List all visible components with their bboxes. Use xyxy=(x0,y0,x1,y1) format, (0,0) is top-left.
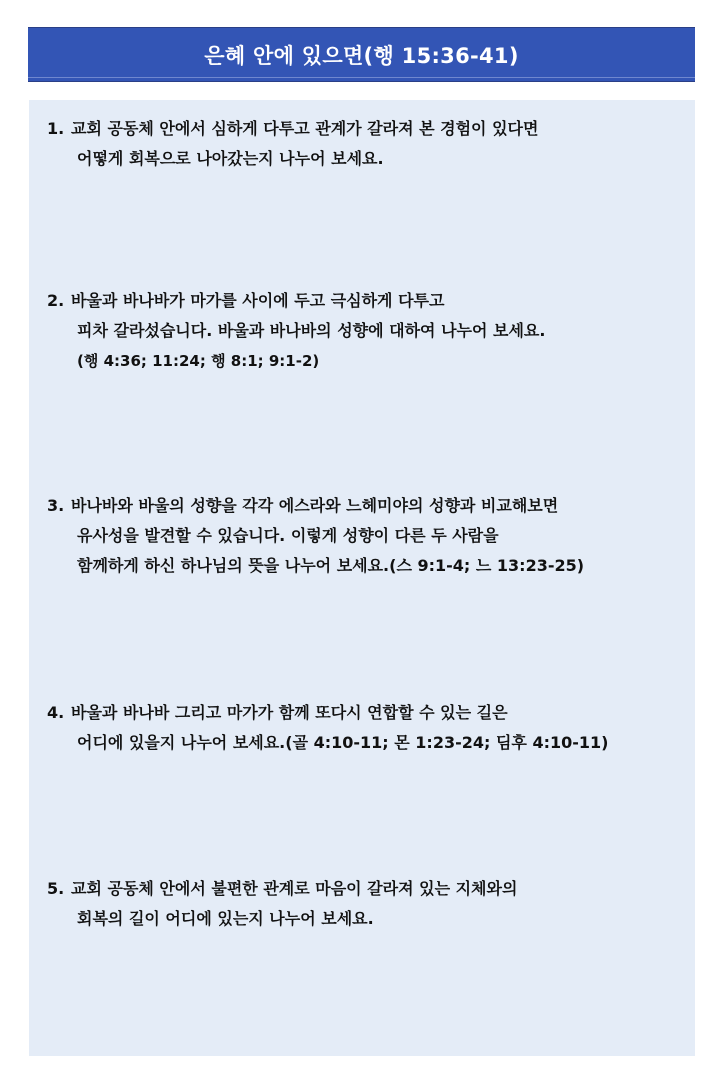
question-4 xyxy=(47,698,687,758)
question-1-line-2: 어떻게 회복으로 나아갔는지 나누어 보세요. xyxy=(77,149,384,168)
page-title: 은혜 안에 있으면(행 15:36-41) xyxy=(204,43,519,68)
question-2-line-2: 피차 갈라섰습니다. 바울과 바나바의 성향에 대하여 나누어 보세요. xyxy=(77,321,546,340)
question-2-line-1 xyxy=(47,286,687,316)
question-5 xyxy=(47,874,687,934)
question-2 xyxy=(47,286,687,376)
title-bar xyxy=(28,27,695,82)
question-1-line-1 xyxy=(47,114,687,144)
question-3 xyxy=(47,491,687,581)
question-2-line-3: (행 4:36; 11:24; 행 8:1; 9:1-2) xyxy=(77,352,320,370)
question-4-line-2: 어디에 있을지 나누어 보세요.(골 4:10-11; 몬 1:23-24; 딤후 4:10-11) xyxy=(77,733,609,752)
question-3-line-3: 함께하게 하신 하나님의 뜻을 나누어 보세요.(스 9:1-4; 느 13:23-25) xyxy=(77,556,585,575)
question-5-number: 5. xyxy=(47,879,65,898)
question-2-text-1: 바울과 바나바가 마가를 사이에 두고 극심하게 다투고 xyxy=(71,291,445,310)
question-5-line-1 xyxy=(47,874,687,904)
question-3-number: 3. xyxy=(47,496,65,515)
question-3-line-2: 유사성을 발견할 수 있습니다. 이렇게 성향이 다른 두 사람을 xyxy=(77,526,499,545)
question-4-text-1: 바울과 바나바 그리고 마가가 함께 또다시 연합할 수 있는 길은 xyxy=(71,703,508,722)
question-4-number: 4. xyxy=(47,703,65,722)
question-2-number: 2. xyxy=(47,291,65,310)
question-panel xyxy=(29,100,695,1056)
question-3-text-1: 바나바와 바울의 성향을 각각 에스라와 느헤미야의 성향과 비교해보면 xyxy=(71,496,559,515)
question-1-number: 1. xyxy=(47,119,65,138)
question-1 xyxy=(47,114,687,174)
question-1-text-1: 교회 공동체 안에서 심하게 다투고 관계가 갈라져 본 경험이 있다면 xyxy=(71,119,539,138)
question-5-text-1: 교회 공동체 안에서 불편한 관계로 마음이 갈라져 있는 지체와의 xyxy=(71,879,518,898)
question-4-line-1 xyxy=(47,698,687,728)
question-5-line-2: 회복의 길이 어디에 있는지 나누어 보세요. xyxy=(77,909,374,928)
question-3-line-1 xyxy=(47,491,687,521)
